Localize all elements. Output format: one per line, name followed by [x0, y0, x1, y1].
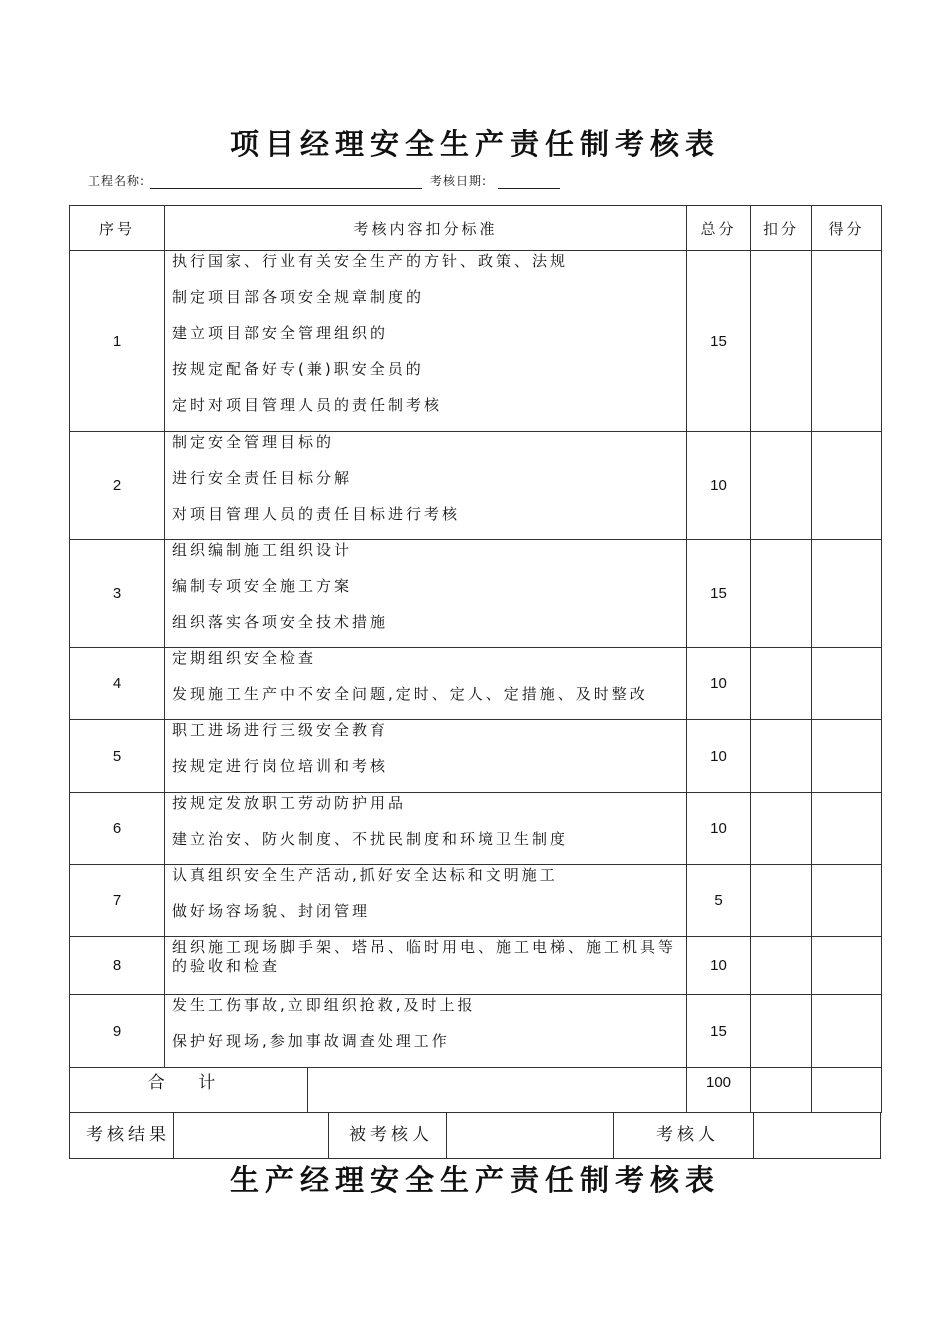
- header-deduct: 扣分: [751, 206, 812, 251]
- row-number: 3: [70, 540, 165, 648]
- header-no: 序号: [70, 206, 165, 251]
- page-title: 项目经理安全生产责任制考核表: [229, 127, 720, 161]
- row-number: 2: [70, 432, 165, 540]
- criterion-line: 组织落实各项安全技术措施: [172, 613, 389, 631]
- header-content: 考核内容扣分标准: [165, 206, 687, 251]
- criterion-line: 进行安全责任目标分解: [172, 469, 353, 487]
- row-content: [165, 540, 687, 648]
- criterion-line: 制定项目部各项安全规章制度的: [172, 288, 425, 306]
- criterion-line: 执行国家、行业有关安全生产的方针、政策、法规: [172, 252, 569, 270]
- assessee-label: 被考核人: [349, 1125, 433, 1145]
- row-deduct-cell[interactable]: [751, 995, 812, 1068]
- row-deduct-cell[interactable]: [751, 937, 812, 995]
- row-deduct-cell[interactable]: [751, 720, 812, 793]
- header-total: 总分: [687, 206, 751, 251]
- table-row: [70, 865, 882, 937]
- row-content: [165, 251, 687, 432]
- row-total-points: 10: [687, 432, 751, 540]
- project-name-label: 工程名称:: [88, 174, 146, 188]
- assessment-table: [69, 205, 882, 1113]
- row-content: [165, 995, 687, 1068]
- header-score: 得分: [812, 206, 882, 251]
- total-deduct-cell[interactable]: [751, 1068, 812, 1113]
- criterion-line: 建立项目部安全管理组织的: [172, 324, 389, 342]
- criterion-line: 建立治安、防火制度、不扰民制度和环境卫生制度: [172, 830, 569, 848]
- criterion-line: 发生工伤事故,立即组织抢救,及时上报: [172, 996, 476, 1014]
- row-content: [165, 432, 687, 540]
- row-score-cell[interactable]: [812, 793, 882, 865]
- row-content: [165, 793, 687, 865]
- criterion-line: 职工进场进行三级安全教育: [172, 721, 389, 739]
- criterion-line: 制定安全管理目标的: [172, 433, 335, 451]
- assessor-label: 考核人: [656, 1125, 719, 1145]
- row-total-points: 15: [687, 540, 751, 648]
- total-label: 合 计: [70, 1068, 308, 1112]
- table-row: [70, 995, 882, 1068]
- row-number: 1: [70, 251, 165, 432]
- table-row: [70, 793, 882, 865]
- row-score-cell[interactable]: [812, 540, 882, 648]
- row-score-cell[interactable]: [812, 432, 882, 540]
- assessment-date-field: [498, 188, 560, 189]
- table-row: [70, 432, 882, 540]
- table-row: [70, 720, 882, 793]
- row-score-cell[interactable]: [812, 995, 882, 1068]
- total-score-cell[interactable]: [812, 1068, 882, 1113]
- criterion-line: 发现施工生产中不安全问题,定时、定人、定措施、及时整改: [172, 685, 648, 703]
- row-number: 9: [70, 995, 165, 1068]
- criterion-line: 定时对项目管理人员的责任制考核: [172, 396, 443, 414]
- row-number: 8: [70, 937, 165, 995]
- table-row: [70, 937, 882, 995]
- table-row: [70, 540, 882, 648]
- row-deduct-cell[interactable]: [751, 793, 812, 865]
- assessee-field[interactable]: [446, 1112, 614, 1158]
- row-total-points: 5: [687, 865, 751, 937]
- row-total-points: 10: [687, 793, 751, 865]
- row-number: 4: [70, 648, 165, 720]
- row-score-cell[interactable]: [812, 865, 882, 937]
- row-number: 6: [70, 793, 165, 865]
- row-deduct-cell[interactable]: [751, 432, 812, 540]
- row-deduct-cell[interactable]: [751, 251, 812, 432]
- row-score-cell[interactable]: [812, 251, 882, 432]
- next-form-title: 生产经理安全生产责任制考核表: [229, 1163, 720, 1197]
- criterion-line: 组织编制施工组织设计: [172, 541, 353, 559]
- row-content: [165, 720, 687, 793]
- result-label: 考核结果: [86, 1125, 170, 1145]
- row-content: [165, 937, 687, 995]
- row-total-points: 10: [687, 937, 751, 995]
- criterion-line: 按规定发放职工劳动防护用品: [172, 794, 407, 812]
- project-name-field: [150, 188, 422, 189]
- total-row: [70, 1068, 882, 1113]
- row-deduct-cell[interactable]: [751, 648, 812, 720]
- criterion-line: 编制专项安全施工方案: [172, 577, 353, 595]
- criterion-line: 保护好现场,参加事故调查处理工作: [172, 1032, 450, 1050]
- row-number: 7: [70, 865, 165, 937]
- row-total-points: 15: [687, 995, 751, 1068]
- row-score-cell[interactable]: [812, 937, 882, 995]
- result-field[interactable]: [173, 1112, 329, 1158]
- criterion-line: 组织施工现场脚手架、塔吊、临时用电、施工电梯、施工机具等的验收和检查: [172, 938, 677, 975]
- assessor-field[interactable]: [753, 1112, 880, 1158]
- signature-row: [69, 1112, 881, 1159]
- criterion-line: 对项目管理人员的责任目标进行考核: [172, 505, 461, 523]
- table-row: [70, 251, 882, 432]
- row-score-cell[interactable]: [812, 648, 882, 720]
- criterion-line: 认真组织安全生产活动,抓好安全达标和文明施工: [172, 866, 558, 884]
- row-score-cell[interactable]: [812, 720, 882, 793]
- criterion-line: 按规定配备好专(兼)职安全员的: [172, 360, 424, 378]
- criterion-line: 定期组织安全检查: [172, 649, 317, 667]
- row-deduct-cell[interactable]: [751, 540, 812, 648]
- row-deduct-cell[interactable]: [751, 865, 812, 937]
- row-total-points: 10: [687, 720, 751, 793]
- criterion-line: 按规定进行岗位培训和考核: [172, 757, 389, 775]
- row-total-points: 10: [687, 648, 751, 720]
- row-total-points: 15: [687, 251, 751, 432]
- total-value: 100: [687, 1068, 751, 1113]
- criterion-line: 做好场容场貌、封闭管理: [172, 902, 371, 920]
- assessment-date-label: 考核日期:: [430, 174, 488, 188]
- row-content: [165, 865, 687, 937]
- table-row: [70, 648, 882, 720]
- row-number: 5: [70, 720, 165, 793]
- total-blank-cell: [308, 1068, 686, 1112]
- row-content: [165, 648, 687, 720]
- table-header-row: [70, 206, 882, 251]
